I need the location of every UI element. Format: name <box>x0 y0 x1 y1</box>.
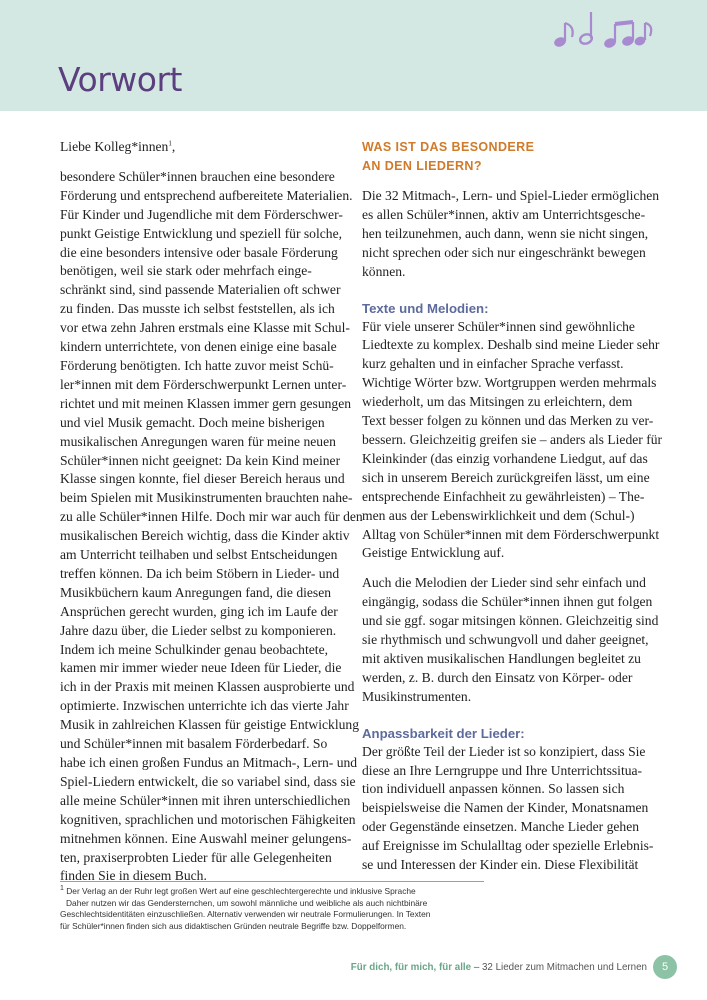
subhead-texte-melodien: Texte und Melodien: <box>362 300 489 316</box>
footnote: $^1$ Der Verlag an der Ruhr legt großen Wert auf eine geschlechtergerechte und inklusive Sprache Daher nutzen wir das Gendersternchen, um sowohl männliche und weibliche als auch nichtbinäre Geschlechtsidentitäten einzuschließen. Alternativ verwenden wir neutrale Formulierungen. In Texten für Schüler*innen finden sich aus didaktischen Gründen neutrale Begriffe bzw. Doppelformen. <box>60 885 431 931</box>
salutation: Liebe Kolleg*innen$^1$, <box>60 139 176 154</box>
footer-text <box>351 962 647 973</box>
intro-paragraph: besondere Schüler*innen brauchen eine besondere Förderung und entsprechend aufbereitete Materialien. Für Kinder und Jugendliche mit dem Förderschwer- punkt Geistige Entwicklung und speziell für solche, die eine besonders intensive oder basale Förderung benötigen, weil sie stark oder mehrfach einge- schränkt sind, sind passende Materialien oft schwer zu finden. Das musste ich selbst feststellen, als ich vor etwa zehn Jahren erstmals eine Klasse mit Schul- kindern unterrichtete, von denen einige eine basale Förderung benötigten. Ich hatte zuvor meist Schü- ler*innen mit dem Förderschwerpunkt Lernen unter- richtet und mit meinen Klassen immer gern gesungen und viel Musik gemacht. Doch meine bisherigen musikalischen Anregungen waren für meine neuen Schüler*innen nicht geeignet: Da kein Kind meiner Klasse singen konnte, fiel dieser Bereich heraus und beim Spielen mit Musikinstrumenten brauchten nahe- zu alle Schüler*innen Hilfe. Doch mir war auch für den musikalischen Bereich wichtig, dass die Kinder aktiv am Unterricht teilhaben und selbst Entscheidungen treffen können. Da ich beim Stöbern in Lieder- und Musikbüchern kaum Anregungen fand, die diesen Ansprüchen gerecht wurden, ging ich im Laufe der Jahre dazu über, die Lieder selbst zu komponieren. Indem ich meine Schulkinder genau beobachtete, kamen mir immer wieder neue Ideen für Lieder, die ich in der Praxis mit meinen Klassen ausprobierte und optimierte. Inzwischen unterrichte ich das vierte Jahr Musik in zahlreichen Klassen für geistige Entwicklung und Schüler*innen mit basalem Förderbedarf. So habe ich einen großen Fundus an Mitmach-, Lern- und Spiel-Liedern entwickelt, die so variabel sind, dass sie alle meine Schüler*innen mit ihren unterschiedlichen kognitiven, sprachlichen und motorischen Fähigkeiten mitnehmen können. Eine Auswahl meiner gelungens- ten, praxiserprobten Lieder für alle Gelegenheiten finden Sie in diesem Buch. <box>60 168 363 884</box>
footer-subtitle: – 32 Lieder zum Mitmachen und Lernen <box>471 962 647 973</box>
footer-brand: Für dich, für mich, für alle <box>350 962 472 973</box>
left-column <box>60 138 363 886</box>
anpass-paragraph: Der größte Teil der Lieder ist so konzipiert, dass Sie diese an Ihre Lerngruppe und Ihre Unterrichtssitua- tion individuell anpassen können. So lassen sich beispielsweise die Namen der Kinder, Monatsnamen oder Gegenstände einsetzen. Manche Lieder gehen auf Ereignisse im Schulalltag oder spezielle Erlebnis- se und Interessen der Kinder ein. Diese Flexibilität <box>362 743 654 873</box>
footnote-divider <box>60 881 484 882</box>
subhead-anpassbarkeit: Anpassbarkeit der Lieder: <box>362 725 525 741</box>
melodien-paragraph: Auch die Melodien der Lieder sind sehr einfach und eingängig, sodass die Schüler*innen ihnen gut folgen und sie ggf. sogar mitsingen können. Gleichzeitig sind sie rhythmisch und schwungvoll und daher geeignet, mit aktiven musikalischen Handlungen begleitet zu werden, z. B. durch den Einsatz von Körper- oder Musikinstrumenten. <box>362 575 659 704</box>
page-number: 5 <box>653 955 677 979</box>
section-title: WAS IST DAS BESONDERE AN DEN LIEDERN? <box>362 140 535 173</box>
page-title: Vorwort <box>58 60 182 99</box>
footnote-number: 1 <box>60 885 64 893</box>
intro-paragraph-right: Die 32 Mitmach-, Lern- und Spiel-Lieder ermöglichen es allen Schüler*innen, aktiv am Unterrichtsgesche- hen teilzunehmen, auch dann, wenn sie nicht singen, nicht sprechen oder sich nur eingeschränkt bewegen können. <box>362 188 660 279</box>
music-notes-icon <box>548 10 698 50</box>
right-column <box>362 138 662 875</box>
texte-paragraph: Für viele unserer Schüler*innen sind gewöhnliche Liedtexte zu komplex. Deshalb sind meine Lieder sehr kurz gehalten und in einfacher Sprache verfasst. Wichtige Wörter bzw. Wortgruppen werden mehrmals wiederholt, um das Mitsingen zu erleichtern, dem Text besser folgen zu können und das Merken zu ver- bessern. Gleichzeitig greifen sie – anders als Lieder für Kleinkinder (das einzig vorhandene Liedgut, auf das sich in unserem Bereich zurückgreifen lässt, um eine entsprechende Einfachheit zu gewährleisten) – The- men aus der Lebenswirklichkeit und dem (Schul-) Alltag von Schüler*innen mit dem Förderschwerpunkt Geistige Entwicklung auf. <box>362 318 663 561</box>
